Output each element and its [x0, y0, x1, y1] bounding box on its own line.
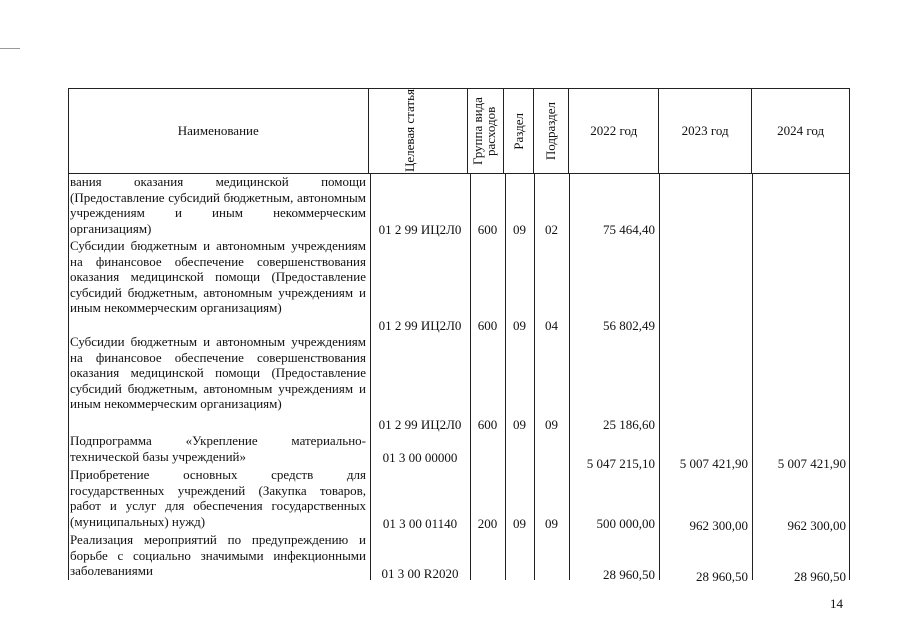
row-2024: 28 960,50 [794, 569, 846, 584]
row-2022: 56 802,49 [603, 318, 655, 333]
row-2022: 500 000,00 [596, 516, 655, 531]
row-code: 01 2 99 ИЦ2Л0 [378, 222, 462, 237]
row-2023: 28 960,50 [696, 569, 748, 584]
row-section: 09 [513, 417, 526, 432]
margin-mark [0, 48, 20, 49]
header-section: Раздел [503, 89, 533, 173]
row-subsection: 09 [545, 516, 558, 531]
row-code: 01 3 00 R2020 [381, 566, 459, 581]
row-2022: 25 186,60 [603, 417, 655, 432]
row-code: 01 2 99 ИЦ2Л0 [378, 417, 462, 432]
row-section: 09 [513, 516, 526, 531]
row-2022: 5 047 215,10 [586, 456, 655, 471]
row-2023: 962 300,00 [689, 518, 748, 533]
row-name: Реализация мероприятий по предупреждению и борьбе с социально значимыми инфекционными заболеваниями [70, 532, 366, 578]
row-name: Субсидии бюджетным и автономным учреждениям на финансовое обеспечение совершенствования оказания медицинской помощи (Предоставление субсидий бюджетным, автономным учреждениям и иным некоммерческим организациям) [70, 334, 366, 411]
row-code: 01 3 00 00000 [382, 450, 458, 465]
table-header [68, 88, 850, 174]
header-target: Целевая статья [368, 89, 468, 173]
header-name: Наименование [177, 123, 259, 138]
row-group: 200 [477, 516, 498, 531]
row-2022: 75 464,40 [603, 222, 655, 237]
page-number: 14 [830, 596, 843, 611]
header-2024: 2024 год [751, 89, 849, 173]
table-body [68, 174, 850, 584]
row-2024: 5 007 421,90 [777, 456, 846, 471]
row-2023: 5 007 421,90 [679, 456, 748, 471]
header-subsection: Подраздел [533, 89, 569, 173]
header-group: Группа вида расходов [467, 89, 503, 173]
row-group: 600 [477, 318, 498, 333]
row-2024: 962 300,00 [787, 518, 846, 533]
row-name: вания оказания медицинской помощи (Предоставление субсидий бюджетным, автономным учреждениям и иным некоммерческим организациям) [70, 174, 366, 236]
header-2023: 2023 год [658, 89, 751, 173]
row-code: 01 2 99 ИЦ2Л0 [378, 318, 462, 333]
row-name: Подпрограмма «Укрепление материально-технической базы учреждений» [70, 433, 366, 464]
row-section: 09 [513, 222, 526, 237]
row-group: 600 [477, 417, 498, 432]
row-name: Субсидии бюджетным и автономным учреждениям на финансовое обеспечение совершенствования оказания медицинской помощи (Предоставление субсидий бюджетным, автономным учреждениям и иным некоммерческим организациям) [70, 238, 366, 315]
column-border [849, 174, 850, 580]
row-subsection: 02 [545, 222, 558, 237]
row-subsection: 09 [545, 417, 558, 432]
row-section: 09 [513, 318, 526, 333]
row-subsection: 04 [545, 318, 558, 333]
header-2022: 2022 год [568, 89, 658, 173]
row-group: 600 [477, 222, 498, 237]
row-name: Приобретение основных средств для государственных учреждений (Закупка товаров, работ и услуг для обеспечения государственных (муниципальных) нужд) [70, 467, 366, 529]
row-2022: 28 960,50 [603, 567, 655, 582]
row-code: 01 3 00 01140 [382, 516, 458, 531]
column-border [68, 174, 69, 580]
